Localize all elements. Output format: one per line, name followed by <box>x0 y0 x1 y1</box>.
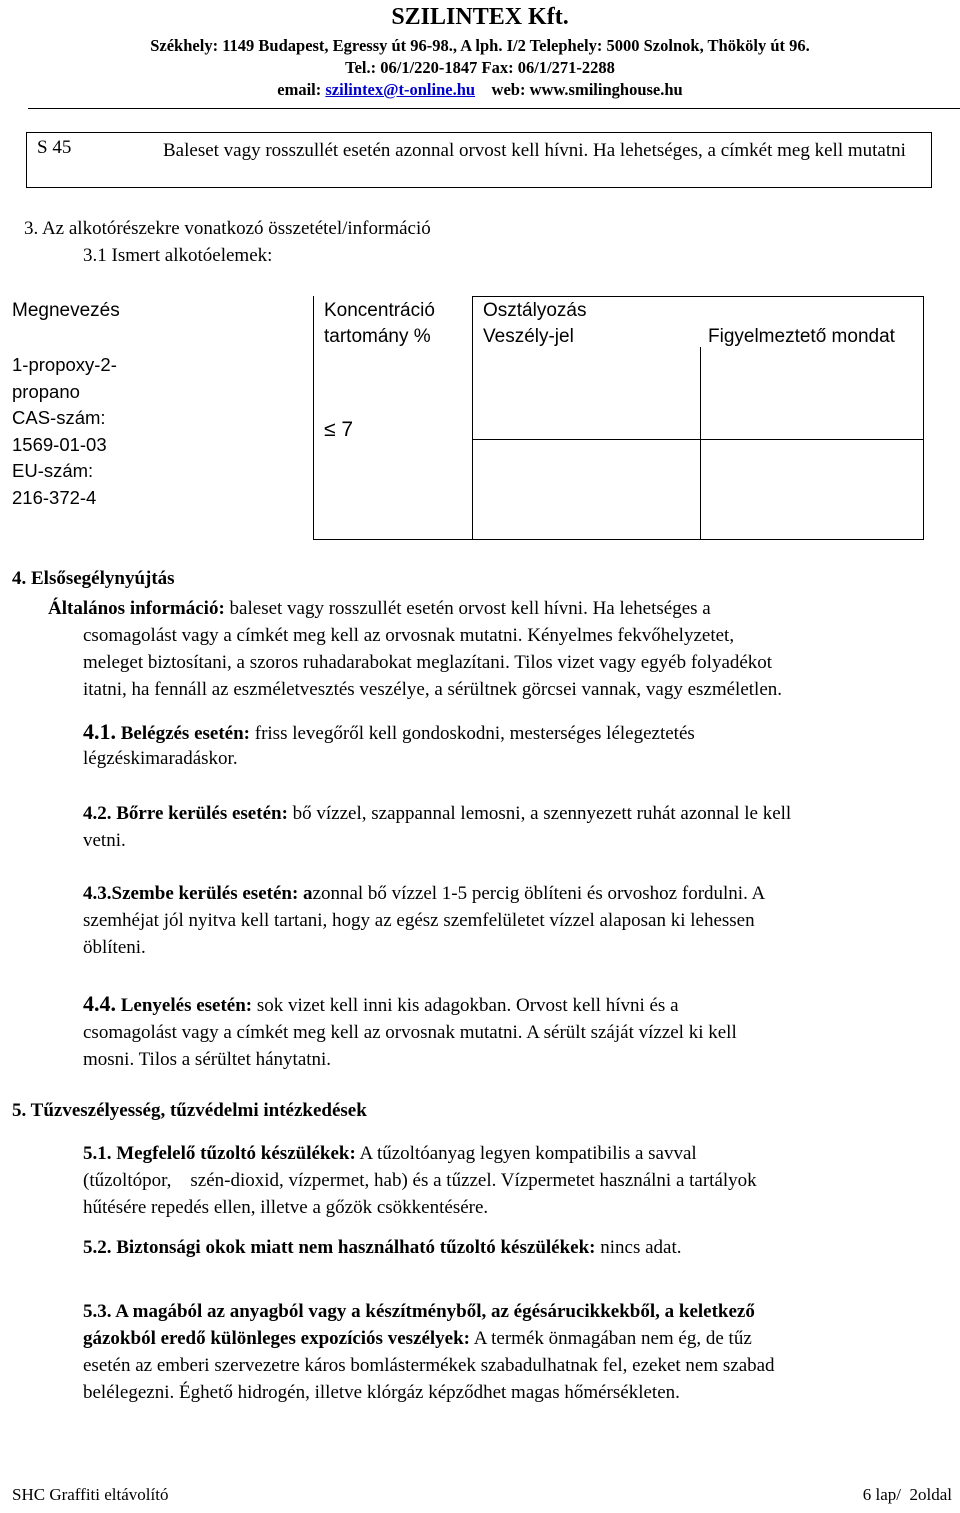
s42-label: 4.2. Bőrre kerülés esetén: <box>83 803 288 824</box>
s45-code: S 45 <box>37 137 72 158</box>
general-info-line: itatni, ha fennáll az eszméletvesztés veszélye, a sérültnek görcsei vannak, vagy eszméletlen. <box>83 679 783 700</box>
email-link[interactable]: szilintex@t-online.hu <box>325 80 476 99</box>
s42-line: 4.2. Bőrre kerülés esetén: bő vízzel, szappannal lemosni, a szennyezett ruhát azonnal le kell <box>83 803 792 824</box>
component-name-line: propano <box>12 380 80 402</box>
s41-line: 4.1. Belégzés esetén: friss levegőről kell gondoskodni, mesterséges lélegeztetés <box>83 719 695 744</box>
general-info-label: Általános információ: <box>48 598 225 619</box>
s52-line: 5.2. Biztonsági okok miatt nem használható tűzoltó készülékek: nincs adat. <box>83 1237 682 1258</box>
s53-heading-line: 5.3. A magából az anyagból vagy a készítményből, az égésárucikkekből, a keletkező <box>83 1301 755 1322</box>
general-info-first-line: Általános információ: baleset vagy rosszullét esetén orvost kell hívni. Ha lehetséges a <box>48 598 711 619</box>
s44-label: Lenyelés esetén: <box>120 995 253 1016</box>
s44-number: 4.4. <box>83 991 116 1016</box>
table-border <box>313 296 314 540</box>
component-name-line: 1569-01-03 <box>12 433 107 455</box>
col-header-conc-unit: tartomány % <box>324 326 431 347</box>
table-border <box>472 296 924 297</box>
component-name-line: CAS-szám: <box>12 407 106 428</box>
s43-line: szemhéjat jól nyitva kell tartani, hogy az egész szemfelületet vízzel alaposan ki lehessen <box>83 910 755 931</box>
less-equal-icon: ≤ <box>324 418 336 441</box>
component-name-line: 216-372-4 <box>12 486 97 508</box>
table-border <box>923 296 924 540</box>
s53-line: belélegezni. Éghető hidrogén, illetve klórgáz képződhet magas hőmérsékleten. <box>83 1382 680 1403</box>
s44-line: mosni. Tilos a sérültet hánytatni. <box>83 1049 332 1070</box>
s45-text: Baleset vagy rosszullét esetén azonnal orvost kell hívni. Ha lehetséges, a címkét meg kell mutatni <box>163 140 906 161</box>
components-table <box>0 296 960 541</box>
s41-label: Belégzés esetén: <box>120 723 250 744</box>
s41-line: légzéskimaradáskor. <box>83 748 238 769</box>
s51-line: hűtésére repedés ellen, illetve a gőzök csökkentésére. <box>83 1197 489 1218</box>
s53-label: gázokból eredő különleges expozíciós veszélyek: <box>83 1328 471 1349</box>
col-header-hazard: Veszély-jel <box>483 326 574 347</box>
s52-label: 5.2. Biztonsági okok miatt nem használható tűzoltó készülékek: <box>83 1237 596 1258</box>
web-address: web: www.smilinghouse.hu <box>491 80 683 99</box>
s51-line: 5.1. Megfelelő tűzoltó készülékek: A tűzoltóanyag legyen kompatibilis a savval <box>83 1143 697 1164</box>
header-divider <box>28 108 960 109</box>
s43-line: öblíteni. <box>83 937 146 958</box>
s53-line: gázokból eredő különleges expozíciós veszélyek: A termék önmagában nem ég, de tűz <box>83 1328 752 1349</box>
table-border <box>472 296 473 540</box>
component-name-line: 1-propoxy-2- <box>12 354 117 375</box>
table-border <box>472 439 924 440</box>
col-header-conc: Koncentráció <box>324 300 435 321</box>
section5-title: 5. Tűzveszélyesség, tűzvédelmi intézkedések <box>12 1100 367 1121</box>
s43-label: 4.3.Szembe kerülés esetén: a <box>83 883 313 904</box>
component-name <box>12 352 117 511</box>
s53-line: esetén az emberi szervezetre káros bomlástermékek szabadulhatnak fel, ezeket nem szabad <box>83 1355 775 1376</box>
component-name-line: EU-szám: <box>12 460 94 481</box>
address-line: Székhely: 1149 Budapest, Egressy út 96-98., A lph. I/2 Telephely: 5000 Szolnok, Thököly út 96. <box>150 36 810 55</box>
table-border <box>700 347 701 540</box>
footer-product: SHC Graffiti eltávolító <box>12 1485 169 1504</box>
company-name: SZILINTEX Kft. <box>391 4 569 30</box>
s44-line: 4.4. Lenyelés esetén: sok vizet kell inni kis adagokban. Orvost kell hívni és a <box>83 991 679 1016</box>
s51-line: (tűzoltópor, szén-dioxid, vízpermet, hab) és a tűzzel. Vízpermetet használni a tartályok <box>83 1170 757 1191</box>
s51-label: 5.1. Megfelelő tűzoltó készülékek: <box>83 1143 356 1164</box>
s45-box <box>26 132 932 188</box>
section3-subtitle: 3.1 Ismert alkotóelemek: <box>83 245 273 266</box>
s44-line: csomagolást vagy a címkét meg kell az orvosnak mutatni. A sérült száját vízzel ki kell <box>83 1022 737 1043</box>
col-header-name: Megnevezés <box>12 300 120 321</box>
footer-page-number: 6 lap/ 2oldal <box>862 1485 952 1504</box>
email-label: email: <box>277 80 322 99</box>
table-border <box>313 539 924 540</box>
s41-number: 4.1. <box>83 719 116 744</box>
general-info-line: meleget biztosítani, a szoros ruhadarabokat meglazítani. Tilos vizet vagy egyéb folyadékot <box>83 652 773 673</box>
phone-line: Tel.: 06/1/220-1847 Fax: 06/1/271-2288 <box>345 58 615 77</box>
general-info-line: csomagolást vagy a címkét meg kell az orvosnak mutatni. Kényelmes fekvőhelyzetet, <box>83 625 735 646</box>
section4-title: 4. Elsősegélynyújtás <box>12 568 175 589</box>
concentration-value: ≤ 7 <box>324 418 354 441</box>
section3-title: 3. Az alkotórészekre vonatkozó összetétel/információ <box>24 218 431 239</box>
contact-line <box>0 80 960 100</box>
s43-line: 4.3.Szembe kerülés esetén: azonnal bő vízzel 1-5 percig öblíteni és orvoshoz fordulni. A <box>83 883 766 904</box>
col-header-warning: Figyelmeztető mondat <box>708 326 895 347</box>
col-header-class: Osztályozás <box>483 300 587 321</box>
s42-line: vetni. <box>83 830 126 851</box>
